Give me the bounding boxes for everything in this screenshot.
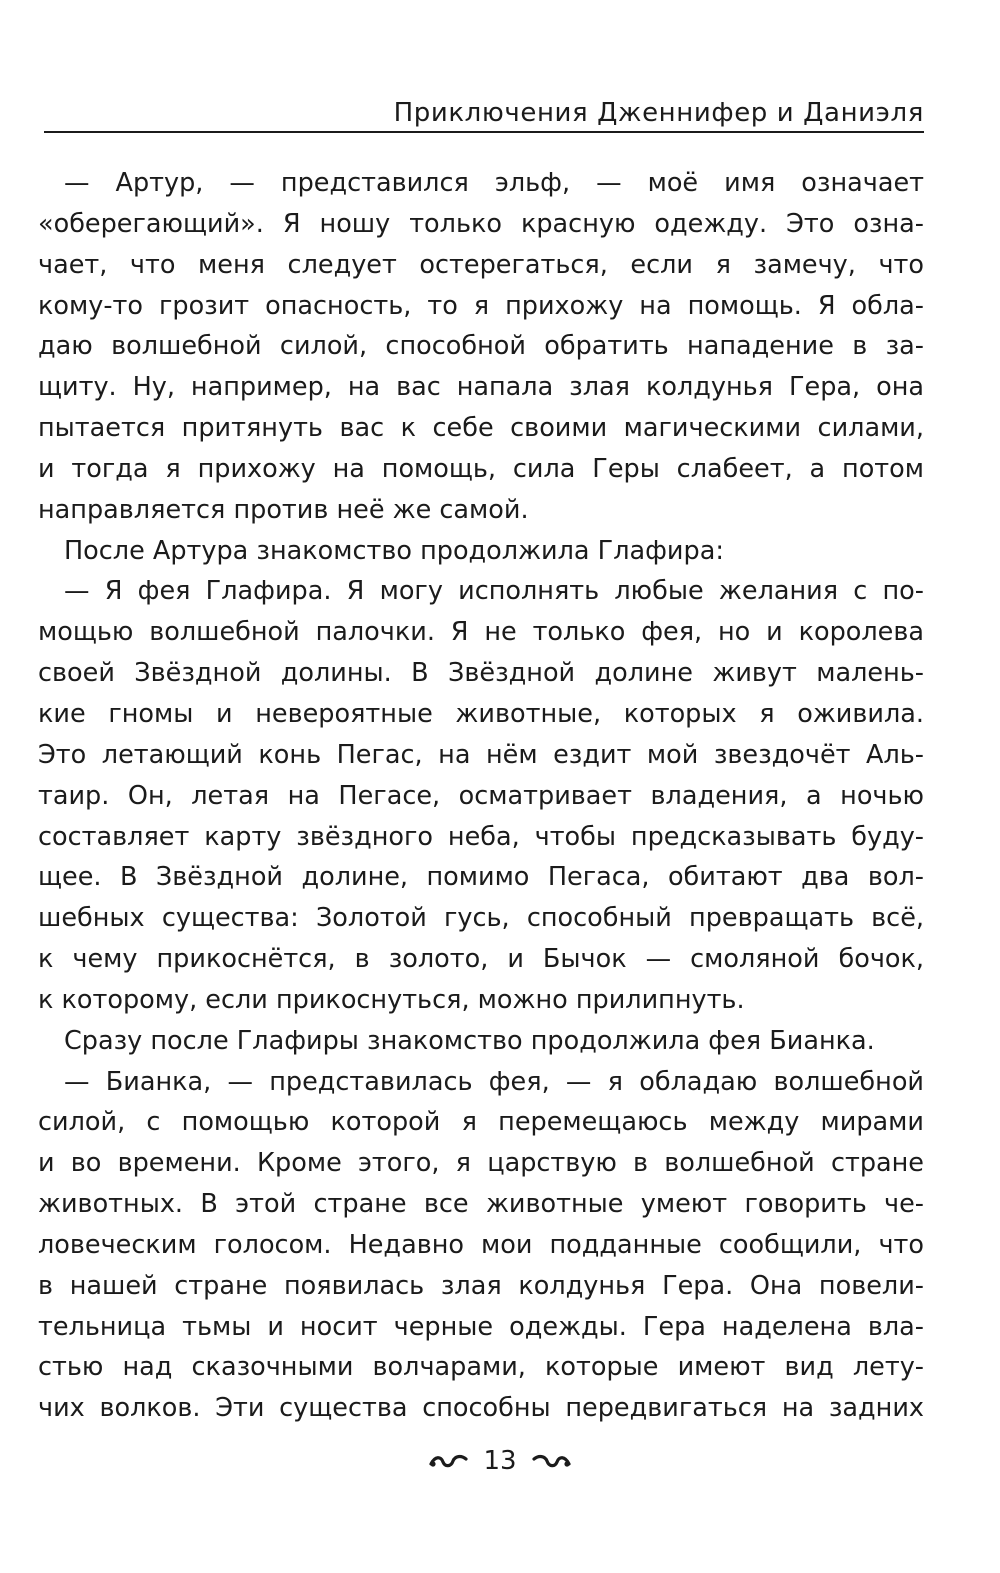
text-line: к чему прикоснётся, в золото, и Бычок — смоляной бочок, — [38, 944, 924, 975]
text-line: Это летающий конь Пегас, на нём ездит мой звездочёт Аль- — [38, 739, 924, 770]
text-line: силой, с помощью которой я перемещаюсь между мирами — [38, 1107, 924, 1138]
text-line: ловеческим голосом. Недавно мои подданные сообщили, что — [38, 1229, 924, 1260]
text-line: кому-то грозит опасность, то я прихожу на помощь. Я обла- — [38, 290, 924, 321]
flourish-right-icon — [531, 1452, 571, 1470]
flourish-left-icon — [429, 1452, 469, 1470]
text-line: — Артур, — представился эльф, — моё имя означает — [64, 168, 924, 198]
text-line: — Бианка, — представилась фея, — я обладаю волшебной — [64, 1066, 924, 1097]
text-line: чих волков. Эти существа способны передвигаться на задних — [38, 1393, 924, 1424]
text-line: в нашей стране появилась злая колдунья Гера. Она повели- — [38, 1270, 924, 1301]
text-line: — Я фея Глафира. Я могу исполнять любые желания с по- — [64, 576, 924, 607]
text-line: Сразу после Глафиры знакомство продолжила фея Бианка. — [64, 1025, 875, 1056]
text-line: даю волшебной силой, способной обратить нападение в за- — [38, 331, 924, 362]
text-line: и тогда я прихожу на помощь, сила Геры слабеет, а потом — [38, 453, 924, 484]
running-head-title: Приключения Дженнифер и Даниэля — [393, 98, 924, 128]
text-line: кие гномы и невероятные животные, которых я оживила. — [38, 698, 924, 729]
text-line: шебных существа: Золотой гусь, способный превращать всё, — [38, 903, 924, 934]
text-line: к которому, если прикоснуться, можно прилипнуть. — [38, 984, 745, 1015]
text-line: и во времени. Кроме этого, я царствую в волшебной стране — [38, 1148, 924, 1179]
text-line: чает, что меня следует остерегаться, если я замечу, что — [38, 249, 924, 280]
text-line: направляется против неё же самой. — [38, 494, 529, 525]
text-line: своей Звёздной долины. В Звёздной долине живут малень- — [38, 658, 924, 689]
text-line: составляет карту звёздного неба, чтобы предсказывать буду- — [38, 821, 924, 852]
body-text — [38, 163, 924, 1429]
page-footer — [0, 1441, 1000, 1481]
text-line: стью над сказочными волчарами, которые имеют вид лету- — [38, 1352, 924, 1383]
header-rule — [44, 131, 924, 133]
text-line: щее. В Звёздной долине, помимо Пегаса, обитают два вол- — [38, 862, 924, 893]
text-line: После Артура знакомство продолжила Глафира: — [64, 535, 724, 566]
page-number: 13 — [483, 1446, 517, 1476]
text-line: щиту. Ну, например, на вас напала злая колдунья Гера, она — [38, 372, 924, 403]
text-line: «оберегающий». Я ношу только красную одежду. Это озна- — [38, 208, 924, 239]
text-line: тельница тьмы и носит черные одежды. Гера наделена вла- — [38, 1311, 924, 1342]
text-line: таир. Он, летая на Пегасе, осматривает владения, а ночью — [38, 780, 924, 811]
text-line: мощью волшебной палочки. Я не только фея, но и королева — [38, 617, 924, 648]
text-line: животных. В этой стране все животные умеют говорить че- — [38, 1189, 924, 1220]
text-line: пытается притянуть вас к себе своими магическими силами, — [38, 413, 924, 444]
